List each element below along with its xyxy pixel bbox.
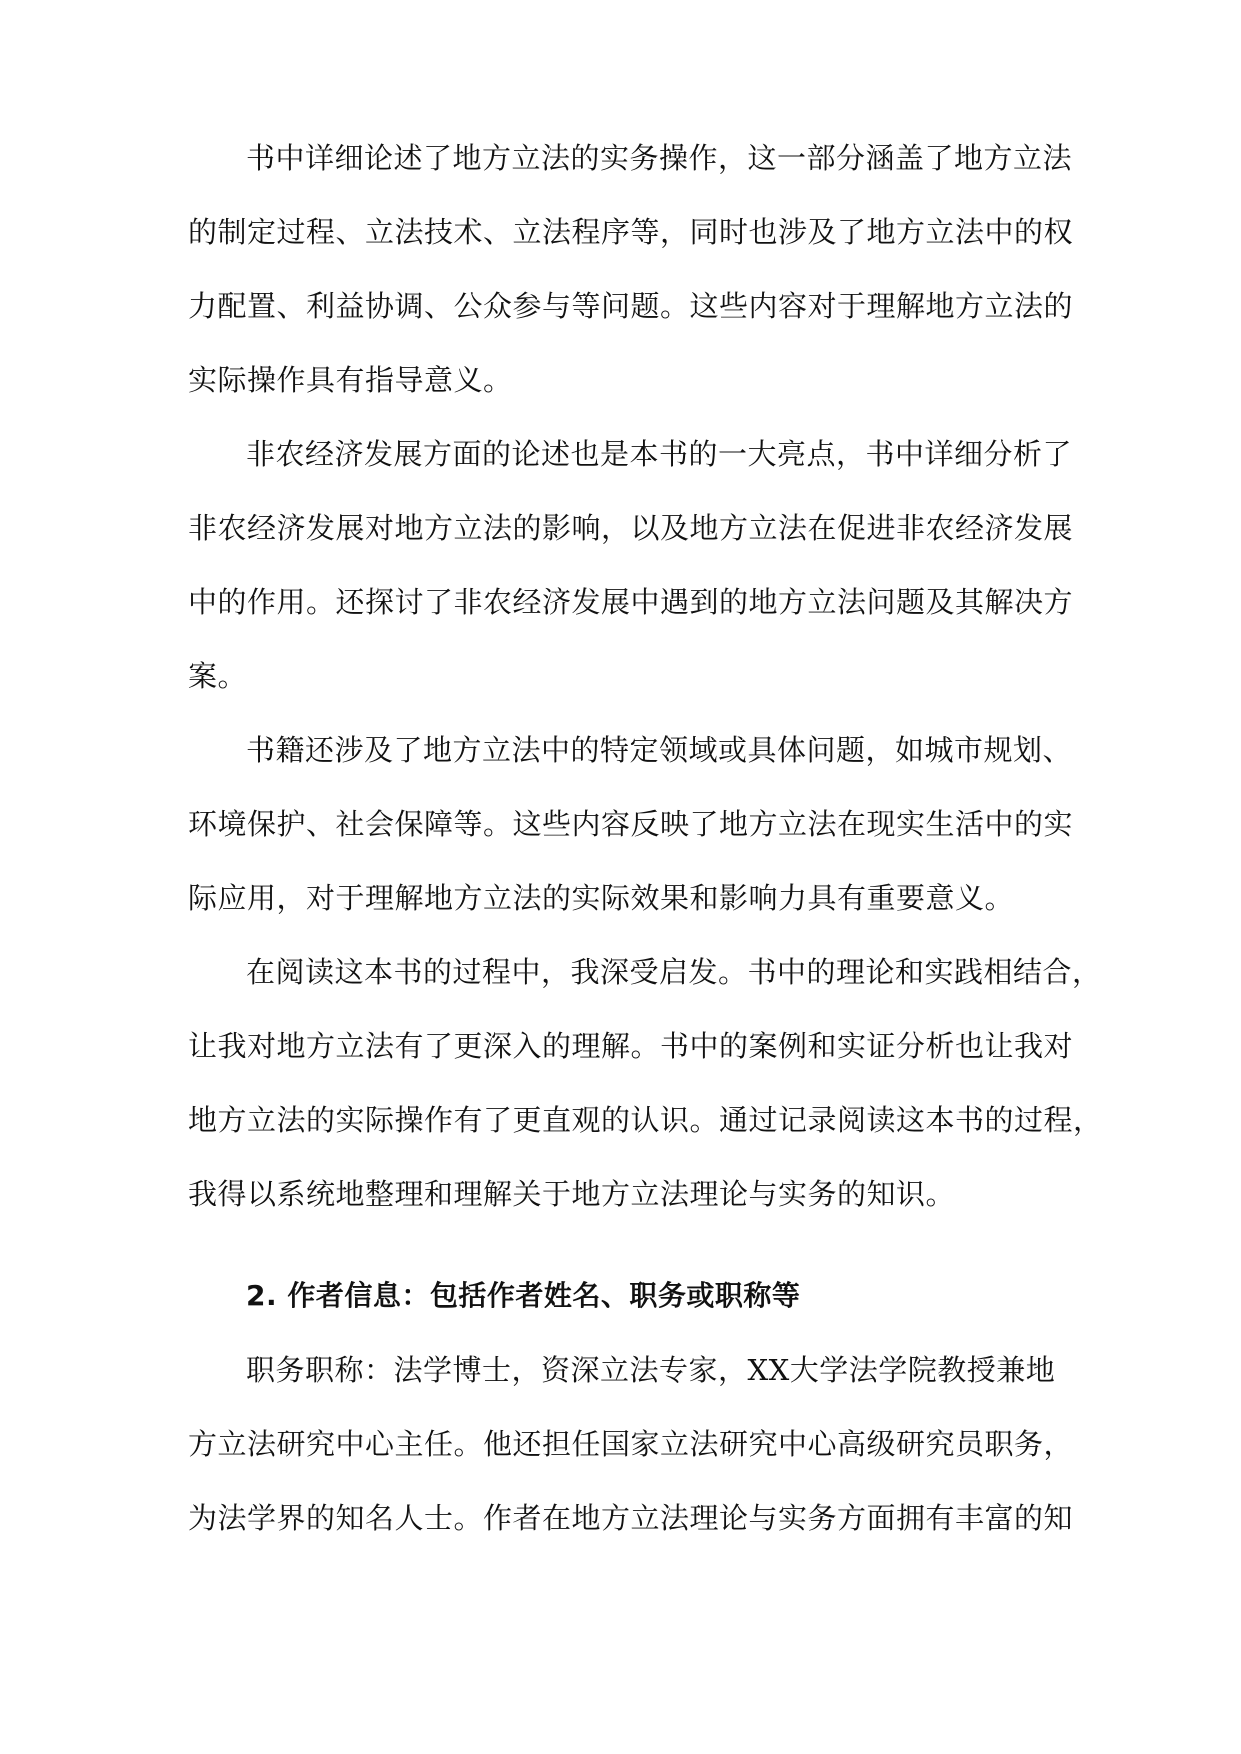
paragraph-1-line-3: 力配置、利益协调、公众参与等问题。这些内容对于理解地方立法的 — [188, 289, 1074, 323]
paragraph-5-line-2: 方立法研究中心主任。他还担任国家立法研究中心高级研究员职务， — [188, 1427, 1074, 1461]
paragraph-5-line-1: 职务职称：法学博士，资深立法专家，XX大学法学院教授兼地 — [246, 1353, 1056, 1387]
paragraph-4-line-1: 在阅读这本书的过程中，我深受启发。书中的理论和实践相结合， — [246, 955, 1102, 989]
paragraph-2-line-1: 非农经济发展方面的论述也是本书的一大亮点，书中详细分析了 — [246, 437, 1073, 471]
paragraph-1-line-1: 书中详细论述了地方立法的实务操作，这一部分涵盖了地方立法 — [246, 141, 1073, 175]
paragraph-3-line-3: 际应用，对于理解地方立法的实际效果和影响力具有重要意义。 — [188, 881, 1015, 915]
paragraph-2-line-3: 中的作用。还探讨了非农经济发展中遇到的地方立法问题及其解决方 — [188, 585, 1074, 619]
paragraph-3-line-2: 环境保护、社会保障等。这些内容反映了地方立法在现实生活中的实 — [188, 807, 1074, 841]
paragraph-2-line-4: 案。 — [188, 659, 248, 693]
paragraph-5-line-3: 为法学界的知名人士。作者在地方立法理论与实务方面拥有丰富的知 — [188, 1501, 1074, 1535]
paragraph-2-line-2: 非农经济发展对地方立法的影响，以及地方立法在促进非农经济发展 — [188, 511, 1074, 545]
paragraph-1-line-4: 实际操作具有指导意义。 — [188, 363, 513, 397]
paragraph-4-line-3: 地方立法的实际操作有了更直观的认识。通过记录阅读这本书的过程， — [188, 1103, 1103, 1137]
paragraph-4-line-2: 让我对地方立法有了更深入的理解。书中的案例和实证分析也让我对 — [188, 1029, 1074, 1063]
paragraph-1-line-2: 的制定过程、立法技术、立法程序等，同时也涉及了地方立法中的权 — [188, 215, 1074, 249]
section-heading: 2. 作者信息：包括作者姓名、职务或职称等 — [246, 1279, 801, 1312]
paragraph-4-line-4: 我得以系统地整理和理解关于地方立法理论与实务的知识。 — [188, 1177, 956, 1211]
paragraph-3-line-1: 书籍还涉及了地方立法中的特定领域或具体问题，如城市规划、 — [246, 733, 1073, 767]
